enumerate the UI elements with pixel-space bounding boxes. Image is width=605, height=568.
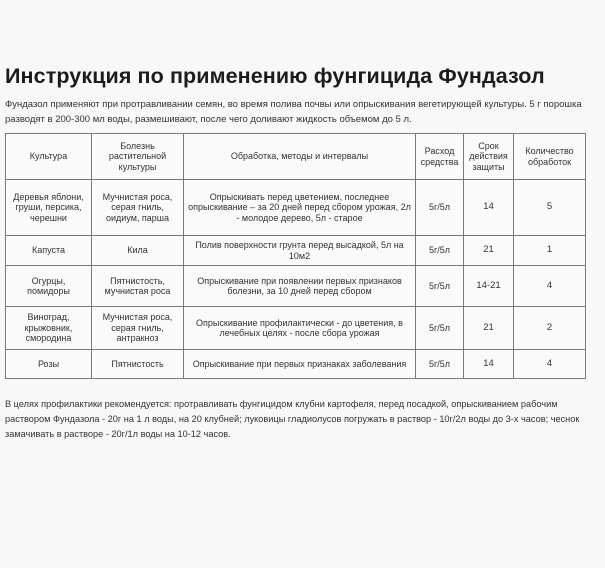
cell-crop: Деревья яблони, груши, персика, черешни	[6, 180, 92, 236]
header-disease: Болезнь растительной культуры	[92, 134, 184, 180]
header-treatment-count: Количество обработок	[514, 134, 586, 180]
cell-protection-period: 14	[464, 350, 514, 379]
cell-crop: Капуста	[6, 236, 92, 266]
cell-disease: Кила	[92, 236, 184, 266]
table-row	[6, 180, 586, 236]
cell-treatment: Опрыскивать перед цветением, последнее опрыскивание – за 20 дней перед сбором урожая, 2л - молодое дерево, 5л - старое	[184, 180, 416, 236]
cell-dosage: 5г/5л	[416, 307, 464, 350]
cell-crop: Розы	[6, 350, 92, 379]
page-title: Инструкция по применению фунгицида Фундазол	[5, 64, 545, 88]
header-protection-period: Срок действия защиты	[464, 134, 514, 180]
header-treatment: Обработка, методы и интервалы	[184, 134, 416, 180]
header-crop: Культура	[6, 134, 92, 180]
cell-disease: Пятнистость, мучнистая роса	[92, 266, 184, 307]
cell-protection-period: 21	[464, 236, 514, 266]
cell-treatment: Опрыскивание профилактически - до цветения, в лечебных целях - после сбора урожая	[184, 307, 416, 350]
cell-treatment-count: 4	[514, 350, 586, 379]
intro-paragraph: Фундазол применяют при протравливании семян, во время полива почвы или опрыскивания вегетирующей культуры. 5 г порошка разводят в 200-300 мл воды, размешивают, после чего доливают жидкость объемом до 5 л.	[5, 99, 582, 125]
cell-treatment-count: 2	[514, 307, 586, 350]
cell-dosage: 5г/5л	[416, 350, 464, 379]
cell-treatment: Опрыскивание при появлении первых признаков болезни, за 10 дней перед сбором	[184, 266, 416, 307]
table-row	[6, 236, 586, 266]
cell-treatment-count: 1	[514, 236, 586, 266]
cell-protection-period: 14-21	[464, 266, 514, 307]
cell-disease: Пятнистость	[92, 350, 184, 379]
cell-dosage: 5г/5л	[416, 236, 464, 266]
cell-dosage: 5г/5л	[416, 180, 464, 236]
cell-dosage: 5г/5л	[416, 266, 464, 307]
cell-crop: Огурцы, помидоры	[6, 266, 92, 307]
table-row	[6, 266, 586, 307]
cell-treatment-count: 4	[514, 266, 586, 307]
table-row	[6, 350, 586, 379]
application-table	[5, 133, 586, 379]
cell-disease: Мучнистая роса, серая гниль, антракноз	[92, 307, 184, 350]
table-row	[6, 307, 586, 350]
prevention-paragraph: В целях профилактики рекомендуется: протравливать фунгицидом клубни картофеля, перед посадкой, опрыскиванием рабочим раствором Фундазола - 20г на 1 л воды, на 20 клубней; луковицы гладиолусов погружать в раствор - 10г/2л воды до 3-х часов; чеснок замачивать в растворе - 20г/1л воды на 10-12 часов.	[5, 399, 580, 440]
cell-treatment: Опрыскивание при первых признаках заболевания	[184, 350, 416, 379]
cell-treatment: Полив поверхности грунта перед высадкой, 5л на 10м2	[184, 236, 416, 266]
header-dosage: Расход средства	[416, 134, 464, 180]
table-header-row	[6, 134, 586, 180]
cell-protection-period: 14	[464, 180, 514, 236]
cell-treatment-count: 5	[514, 180, 586, 236]
cell-crop: Виноград, крыжовник, смородина	[6, 307, 92, 350]
cell-protection-period: 21	[464, 307, 514, 350]
cell-disease: Мучнистая роса, серая гниль, оидиум, парша	[92, 180, 184, 236]
